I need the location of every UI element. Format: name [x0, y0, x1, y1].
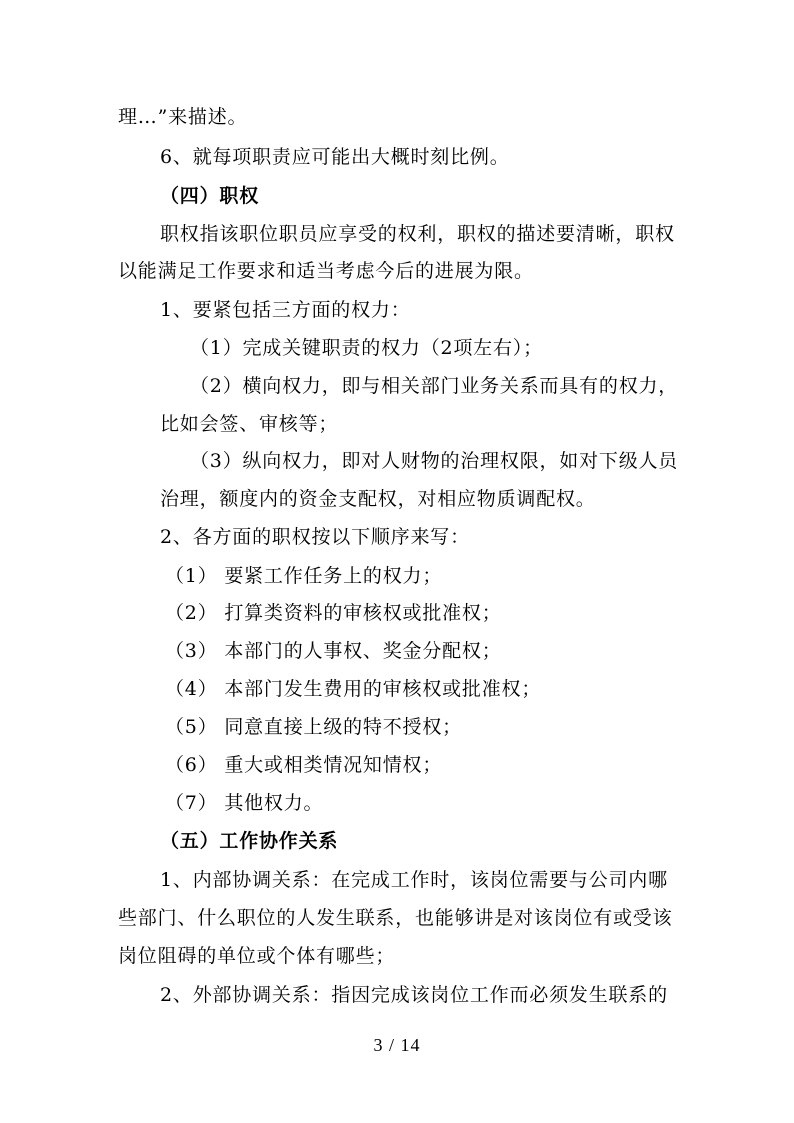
paragraph-line: 以能满足工作要求和适当考虑今后的进展为限。 [118, 260, 534, 282]
paragraph-line: 岗位阻碍的单位或个体有哪些； [118, 945, 396, 967]
sub-list-item: （1）完成关键职责的权力（2项左右）； [190, 337, 543, 359]
sub-list-item: （6） 重大或相类情况知情权； [165, 754, 443, 776]
paragraph-line: 些部门、什么职位的人发生联系，也能够讲是对该岗位有或受该 [118, 907, 673, 929]
paragraph-continuation: 理…”来描述。 [118, 106, 248, 128]
sub-list-item: （1） 要紧工作任务上的权力； [165, 565, 443, 587]
list-item: 1、内部协调关系：在完成工作时，该岗位需要与公司内哪 [160, 869, 668, 891]
paragraph-line: 比如会签、审核等； [160, 413, 339, 435]
sub-list-item: （5） 同意直接上级的特不授权； [165, 716, 462, 738]
sub-list-item: （3） 本部门的人事权、奖金分配权； [165, 640, 502, 662]
list-item: 1、要紧包括三方面的权力： [160, 299, 411, 321]
page-number: 3 / 14 [373, 1035, 421, 1055]
sub-list-item: （2）横向权力，即与相关部门业务关系而具有的权力， [190, 375, 679, 397]
sub-list-item: （7） 其他权力。 [165, 792, 324, 814]
paragraph-line: 治理，额度内的资金支配权，对相应物质调配权。 [160, 488, 596, 510]
list-item: 2、各方面的职权按以下顺序来写： [160, 526, 470, 548]
sub-list-item: （2） 打算类资料的审核权或批准权； [165, 602, 502, 624]
sub-list-item: （4） 本部门发生费用的审核权或批准权； [165, 678, 542, 700]
paragraph-line: 职权指该职位职员应享受的权利，职权的描述要清晰，职权 [160, 223, 675, 245]
section-heading-collaboration: （五）工作协作关系 [160, 830, 339, 852]
list-item: 2、外部协调关系：指因完成该岗位工作而必须发生联系的 [160, 984, 668, 1006]
list-item: 6、就每项职责应可能出大概时刻比例。 [160, 146, 510, 168]
sub-list-item: （3）纵向权力，即对人财物的治理权限，如对下级人员 [190, 450, 679, 472]
section-heading-authority: （四）职权 [160, 185, 260, 207]
